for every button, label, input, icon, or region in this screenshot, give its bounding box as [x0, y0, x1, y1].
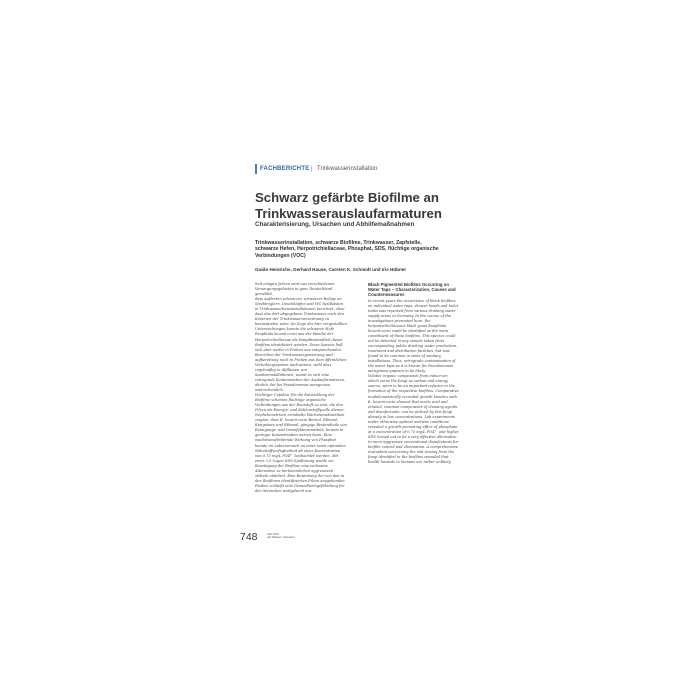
section-label: FACHBERICHTE: [260, 166, 310, 172]
article-keywords: Trinkwasserinstallation, schwarze Biofilme, Trinkwasser, Zapfstelle, schwarze Hefen, Herpotrichiellaceae, Phosphat, SDS, flüchtige organische Verbindungen (VOC): [255, 240, 439, 259]
subsection-label: Trinkwasserinstallation: [317, 166, 378, 172]
article-title: Schwarz gefärbte Biofilme an Trinkwasserauslaufarmaturen: [255, 190, 442, 221]
section-separator: |: [311, 166, 313, 172]
article-subtitle: Charakterisierung, Ursachen und Abhilfemaßnahmen: [255, 221, 415, 228]
english-title: Black Pigmented Biofilms Occurring on Water Taps – Characterization, Causes and Countermeasures: [368, 282, 456, 298]
page-number: 748: [240, 531, 258, 543]
abstract-english-block: [368, 282, 460, 515]
abstract-german: Seit einigen Jahren wird aus verschiedenen Versorgungsgebieten in ganz Deutschland gemeldet, dass Auftreten schwarzer, schwarzer Beläge an Strahlreglern, Duschköpfen und WC-Spülkästen in Trinkwasserhausinstallationen berichtet, ohne dass das dort abgegebene Trinkwasser nach den Kriterien der Trinkwasserverordnung zu beanstanden wäre. Im Zuge der hier vorgestellten Untersuchungen konnte die schwarze Hefe Exophiala lecanii-corni aus der Familie der Herpotrichiellaceae als Hauptbestandteil dieser Biofilme identifiziert werden. Diese Spezies ließ sich aber weder in Proben aus entsprechenden Bereichen der Trinkwassergewinnung und -aufbereitung noch in Proben aus dem öffentlichen Verteilungssystem nachweisen, wohl aber regelmäßig in Abflüssen von Sanitärinstallationen, womit es sich eine retrograde Kontamination der Auslaufarmaturen, ähnlich der bei Pseudomonas aeruginosa, wahrscheinlich. Wichtiger Cofaktor für die Entwicklung der Biofilme scheinen flüchtige organische Verbindungen aus der Raumluft zu sein, die den Pilzen als Energie- und Kohlenstoffquelle dienen. Nephelometrisch ermittelte Wachstumskinetiken zeigten, dass E. lecanii-corni Benzol, Ethanol, Essigsäure und Ethanol, gängige Bestandteile von Reinigungs- und Desinfektionsmitteln, bereits in geringer Konzentration nutzen kann. Eine wachstumsfördernde Wirkung von Phosphat konnte im Laborversuch an einer sonst optimalen Nährstoffverfügbarkeit ab einer Konzentration von 0,75 mg/L PO4³⁻ beobachtet werden. Mit einer 2,5 %igen SDS-Spüllösung wurde zur Beseitigung der Biofilme eine wirksame Alternative zu herkömmlichen aggressiven Mitteln etabliert. Eine Bewertung der von den in den Biofilmen identifizierten Pilzen ausgehenden Risiken schließt eine Gesundheitsgefährdung für den Menschen weitgehend aus.: [255, 282, 347, 493]
section-header: [255, 164, 445, 174]
journal-info: Heft 2018 gwf Wasser | Abwasser: [267, 533, 295, 540]
abstract-english: In recent years the occurrence of black biofilms on individual water taps, shower heads and toilet tanks was reported from various drinking water supply areas in Germany. In the course of the investigations presented here, the herpotrichiellaceous black yeast Exophiala lecanii-corni could be identified as the main constituent of these biofilms. This species could not be detected in any sample taken from corresponding public drinking water production, treatment and distribution facilities, but was found to be common in sinks of sanitary installations. Thus, retrograde contamination of the water taps as it is known for Pseudomonas aeruginosa appears to be likely. Volatile organic compounds from indoor air, which serve the fungi as carbon and energy source, seem to be an important cofactor in the formation of the respective biofilms. Comparative nephelometrically recorded growth kinetics with E. lecanii-corni showed that acetic acid and ethanol, common components of cleaning agents and disinfectants, can be utilized by this fungi already at low concentrations. Lab experiments under otherwise optimal nutrient conditions revealed a growth-promoting effect of phosphate at a concentration of 0.75 mg/L PO4³⁻ and higher. SDS turned out to be a very effective alternative to more aggressive conventional disinfectants for biofilm control and elimination. A comprehensive evaluation concerning the risk arising from the fungi identified in the biofilms revealed that health hazards to humans are rather unlikely.: [368, 298, 460, 465]
article-authors: Guido Heinrichs, Gerhard Hause, Carsten K. Schmidt und Iris Hübner: [255, 267, 407, 272]
section-accent-bar: [255, 164, 257, 174]
